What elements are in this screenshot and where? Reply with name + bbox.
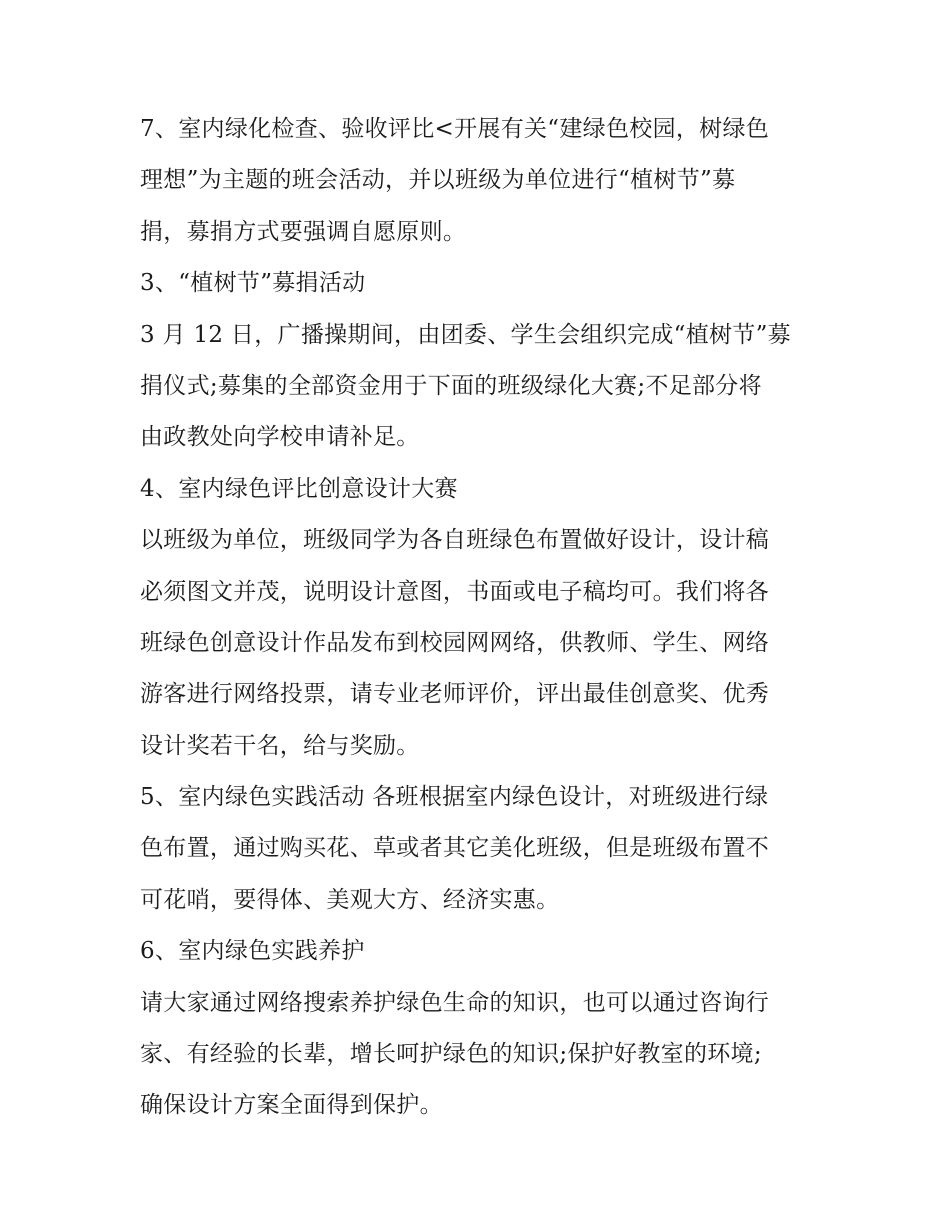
- section-heading: 4、室内绿色评比创意设计大赛: [140, 475, 458, 502]
- text-line: 家、有经验的长辈，增长呵护绿色的知识;保护好教室的环境;: [140, 1041, 762, 1068]
- text-line: 捐，募捐方式要强调自愿原则。: [140, 218, 467, 245]
- text-line: 设计奖若干名，给与奖励。: [140, 732, 420, 759]
- document-body: [140, 104, 820, 1132]
- text-line: 确保设计方案全面得到保护。: [140, 1092, 443, 1119]
- section-heading: 6、室内绿色实践养护: [140, 938, 365, 965]
- text-line: 7、室内绿化检查、验收评比<开展有关“建绿色校园，树绿色: [140, 116, 770, 142]
- text-line: 可花哨，要得体、美观大方、经济实惠。: [140, 886, 560, 913]
- text-line: 色布置，通过购买花、草或者其它美化班级，但是班级布置不: [140, 835, 770, 862]
- section-heading: 3、“植树节”募捐活动: [140, 270, 366, 297]
- text-line: 请大家通过网络搜索养护绿色生命的知识，也可以通过咨询行: [140, 989, 770, 1016]
- text-line: 班绿色创意设计作品发布到校园网网络，供教师、学生、网络: [140, 629, 770, 656]
- text-line: 由政教处向学校申请补足。: [140, 424, 420, 451]
- text-line: 3 月 12 日，广播操期间，由团委、学生会组织完成“植树节”募: [140, 321, 791, 348]
- text-line: 必须图文并茂，说明设计意图，书面或电子稿均可。我们将各: [140, 578, 770, 605]
- text-line: 捐仪式;募集的全部资金用于下面的班级绿化大赛;不足部分将: [140, 372, 762, 399]
- text-line: 理想”为主题的班会活动，并以班级为单位进行“植树节”募: [140, 167, 736, 194]
- section-heading: 5、室内绿色实践活动 各班根据室内绿色设计，对班级进行绿: [140, 784, 769, 811]
- text-line: 游客进行网络投票，请专业老师评价，评出最佳创意奖、优秀: [140, 681, 770, 708]
- text-line: 以班级为单位，班级同学为各自班绿色布置做好设计，设计稿: [140, 527, 770, 554]
